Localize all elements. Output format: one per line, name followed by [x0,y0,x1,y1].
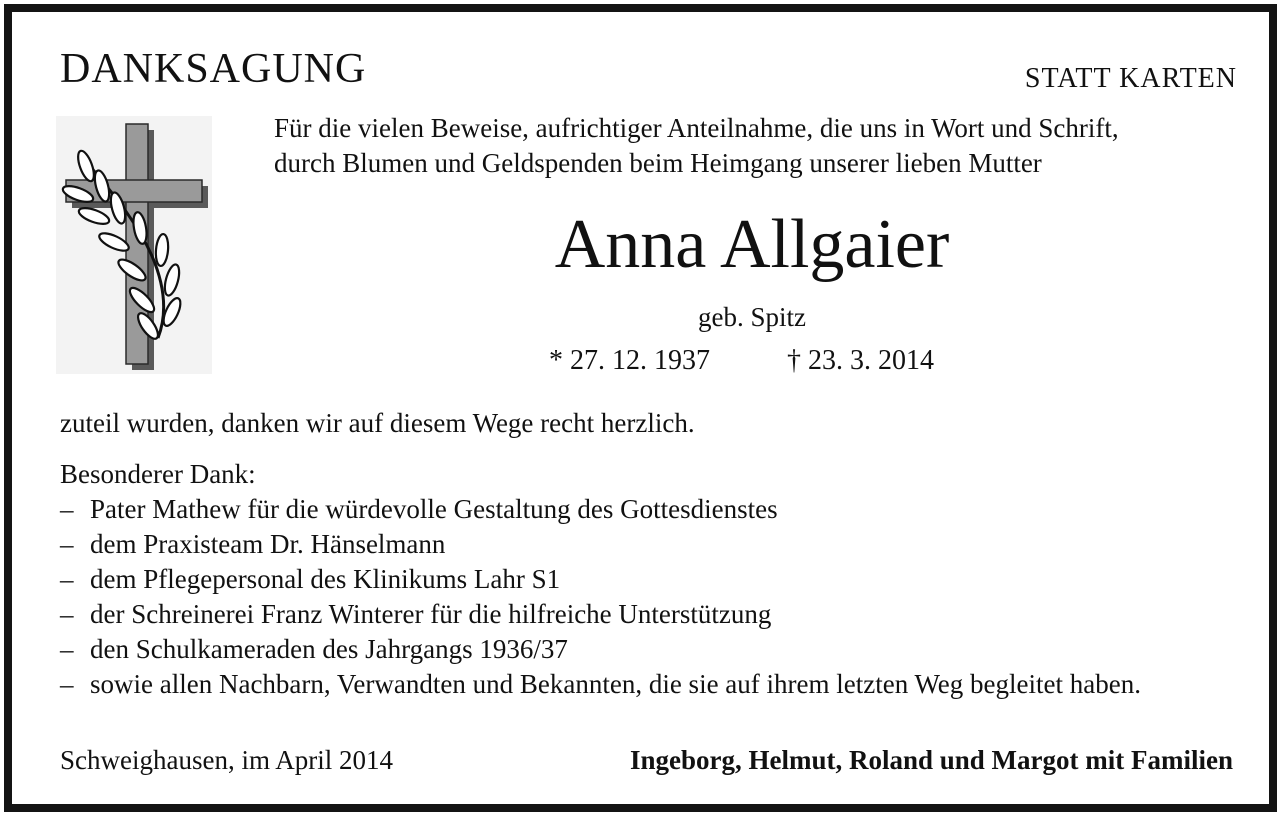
statt-karten-label: STATT KARTEN [1024,63,1237,94]
list-item [60,667,1220,702]
intro-line-1: Für die vielen Beweise, aufrichtiger Anteilnahme, die uns in Wort und Schrift, [274,113,1119,143]
list-item [60,597,1220,632]
list-item-text: dem Praxisteam Dr. Hänselmann [90,529,446,559]
dash-bullet: – [60,529,74,559]
intro-text [274,111,1119,181]
list-item-text: den Schulkameraden des Jahrgangs 1936/37 [90,634,568,664]
dash-bullet: – [60,599,74,629]
list-item [60,527,1220,562]
special-thanks-list [60,492,1220,702]
heading-danksagung: DANKSAGUNG [60,46,367,92]
list-item [60,632,1220,667]
place-and-date: Schweighausen, im April 2014 [60,745,393,775]
death-date: † 23. 3. 2014 [787,345,934,376]
birth-date: * 27. 12. 1937 [549,345,710,376]
list-item [60,562,1220,597]
closing-sentence: zuteil wurden, danken wir auf diesem Wege recht herzlich. [60,408,695,438]
special-thanks-title: Besonderer Dank: [60,459,256,489]
cross-with-palm-branch-icon [56,116,212,374]
list-item [60,492,1220,527]
intro-line-2: durch Blumen und Geldspenden beim Heimgang unserer lieben Mutter [274,148,1042,178]
list-item-text: Pater Mathew für die würdevolle Gestaltung des Gottesdienstes [90,494,778,524]
maiden-name: geb. Spitz [698,302,806,332]
list-item-text: dem Pflegepersonal des Klinikums Lahr S1 [90,564,561,594]
dash-bullet: – [60,669,74,699]
list-item-text: sowie allen Nachbarn, Verwandten und Bekannten, die sie auf ihrem letzten Weg begleitet haben. [90,669,1141,699]
deceased-name: Anna Allgaier [554,206,950,283]
obituary-card [4,4,1277,812]
dash-bullet: – [60,494,74,524]
dash-bullet: – [60,564,74,594]
dash-bullet: – [60,634,74,664]
list-item-text: der Schreinerei Franz Winterer für die hilfreiche Unterstützung [90,599,772,629]
signatories: Ingeborg, Helmut, Roland und Margot mit Familien [629,745,1233,775]
